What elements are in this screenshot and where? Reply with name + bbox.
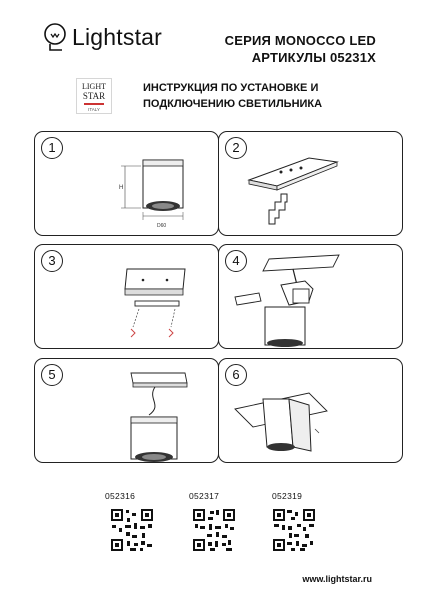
step-number-2: 2 (225, 137, 247, 159)
emblem-line1: LIGHT (82, 82, 106, 91)
series-title (225, 32, 376, 66)
series-name: СЕРИЯ MONOCCO LED (224, 33, 376, 48)
website-link[interactable]: www.lightstar.ru (302, 574, 372, 584)
article-number-3: 052319 (272, 491, 303, 501)
step-panel-1 (34, 131, 219, 236)
fixture-hanging-drawing (35, 359, 220, 464)
step-number-3: 3 (41, 250, 63, 272)
brand-name: Lightstar (72, 23, 163, 50)
step-number-1: 1 (41, 137, 63, 159)
instruction-line2: ПОДКЛЮЧЕНИЮ СВЕТИЛЬНИКА (143, 98, 323, 110)
step-panel-2 (218, 131, 403, 236)
step-panel-6 (218, 358, 403, 463)
ceiling-mounting-drawing (35, 245, 220, 350)
dim-width-label: D60 (157, 223, 167, 229)
step-number-5: 5 (41, 364, 63, 386)
article-number-1: 052316 (105, 491, 136, 501)
article-range: АРТИКУЛЫ 05231X (251, 50, 376, 65)
qr-code-1[interactable] (110, 508, 154, 552)
instruction-line1: ИНСТРУКЦИЯ ПО УСТАНОВКЕ И (143, 82, 319, 94)
brand-emblem (76, 78, 112, 114)
instruction-title (143, 80, 322, 112)
dim-height-label: H (119, 185, 124, 191)
installed-fixture-drawing (219, 359, 404, 464)
qr-code-3[interactable] (272, 508, 316, 552)
article-number-2: 052317 (189, 491, 220, 501)
fixture-dimensions-drawing (35, 132, 220, 237)
qr-code-2[interactable] (192, 508, 236, 552)
step-number-6: 6 (225, 364, 247, 386)
emblem-line2: STAR (82, 91, 106, 101)
wiring-connection-drawing (219, 245, 404, 350)
lightstar-logo (40, 22, 162, 52)
emblem-line3: ITALY (88, 107, 100, 112)
bulb-logo-icon (40, 22, 70, 52)
step-panel-5 (34, 358, 219, 463)
step-number-4: 4 (225, 250, 247, 272)
mounting-plate-drawing (219, 132, 404, 237)
step-panel-3 (34, 244, 219, 349)
step-panel-4 (218, 244, 403, 349)
